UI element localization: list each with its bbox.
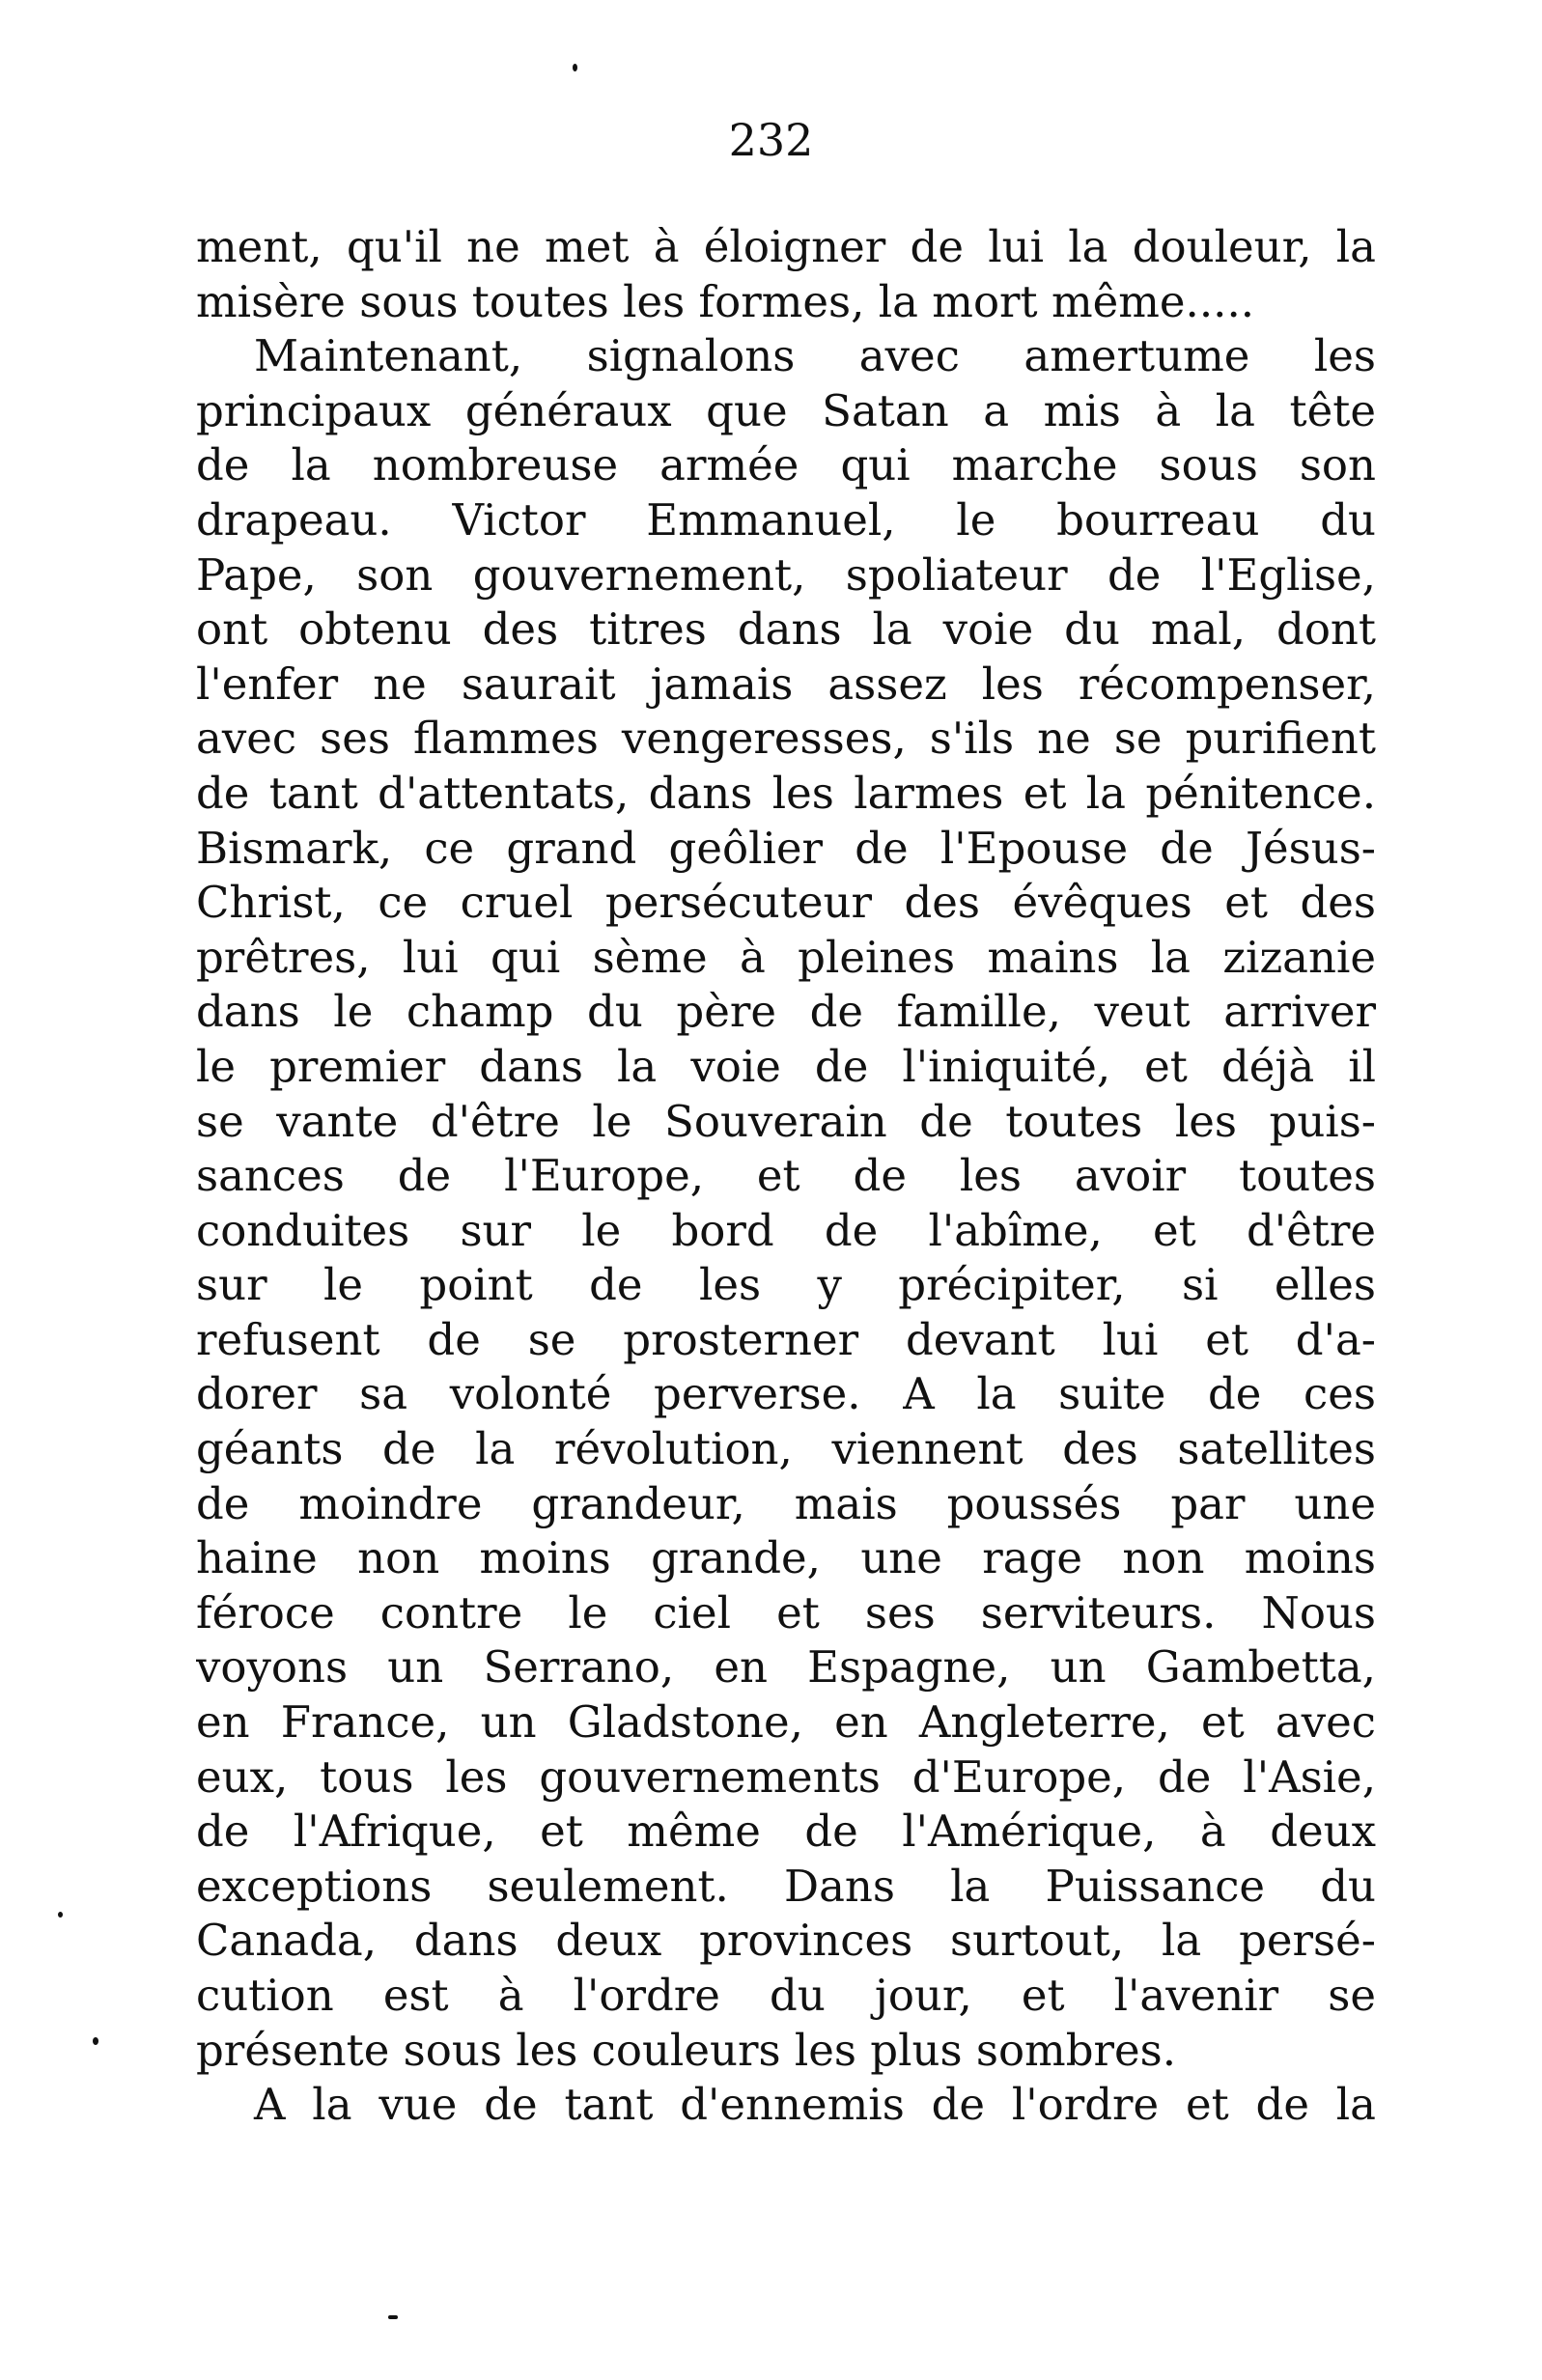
ink-speck [388, 2315, 398, 2319]
text-line: exceptions seulement. Dans la Puissance du [196, 1860, 1376, 1912]
text-line: voyons un Serrano, en Espagne, un Gambetta, [196, 1641, 1376, 1694]
text-line: dans le champ du père de famille, veut arriver [196, 986, 1376, 1038]
text-line: le premier dans la voie de l'iniquité, et déjà il [196, 1040, 1376, 1092]
text-line: Pape, son gouvernement, spoliateur de l'Eglise, [196, 548, 1376, 601]
text-line: de tant d'attentats, dans les larmes et la pénitence. [196, 767, 1376, 819]
body-text [196, 220, 1376, 2133]
text-line: Maintenant, signalons avec amertume les [254, 330, 1376, 382]
text-line: sances de l'Europe, et de les avoir toutes [196, 1150, 1376, 1202]
text-line: Canada, dans deux provinces surtout, la persé- [196, 1915, 1376, 1967]
text-line: féroce contre le ciel et ses serviteurs. Nous [196, 1586, 1376, 1638]
text-line: eux, tous les gouvernements d'Europe, de l'Asie, [196, 1750, 1376, 1803]
text-line: de moindre grandeur, mais poussés par une [196, 1477, 1376, 1529]
text-line: principaux généraux que Satan a mis à la tête [196, 384, 1376, 436]
text-line: Bismark, ce grand geôlier de l'Epouse de Jésus- [196, 822, 1376, 874]
text-line: prêtres, lui qui sème à pleines mains la zizanie [196, 931, 1376, 983]
text-line: géants de la révolution, viennent des satellites [196, 1423, 1376, 1475]
text-line: sur le point de les y précipiter, si elles [196, 1259, 1376, 1311]
ink-speck [93, 2037, 98, 2045]
text-line: avec ses flammes vengeresses, s'ils ne se purifient [196, 713, 1376, 765]
text-line: se vante d'être le Souverain de toutes les puis- [196, 1095, 1376, 1147]
text-line: A la vue de tant d'ennemis de l'ordre et de la [254, 2079, 1376, 2131]
text-line: drapeau. Victor Emmanuel, le bourreau du [196, 493, 1376, 546]
text-line: ont obtenu des titres dans la voie du mal, dont [196, 603, 1376, 656]
text-line: en France, un Gladstone, en Angleterre, et avec [196, 1696, 1376, 1749]
text-line: haine non moins grande, une rage non moins [196, 1532, 1376, 1584]
text-line: cution est à l'ordre du jour, et l'avenir se [196, 1970, 1376, 2021]
text-line: refusent de se prosterner devant lui et d'a- [196, 1313, 1376, 1365]
ink-speck [573, 64, 577, 71]
text-line: ment, qu'il ne met à éloigner de lui la douleur, la [196, 221, 1376, 272]
text-line: conduites sur le bord de l'abîme, et d'être [196, 1204, 1376, 1256]
text-line: l'enfer ne saurait jamais assez les récompenser, [196, 658, 1376, 710]
text-line: dorer sa volonté perverse. A la suite de ces [196, 1368, 1376, 1420]
text-line: misère sous toutes les formes, la mort même..... [196, 275, 1255, 327]
page-number: 232 [728, 114, 814, 166]
text-line: présente sous les couleurs les plus sombres. [196, 2024, 1177, 2076]
text-line: de la nombreuse armée qui marche sous son [196, 439, 1376, 491]
text-line: Christ, ce cruel persécuteur des évêques et des [196, 877, 1376, 929]
text-line: de l'Afrique, et même de l'Amérique, à deux [196, 1806, 1376, 1858]
ink-speck [58, 1912, 63, 1918]
